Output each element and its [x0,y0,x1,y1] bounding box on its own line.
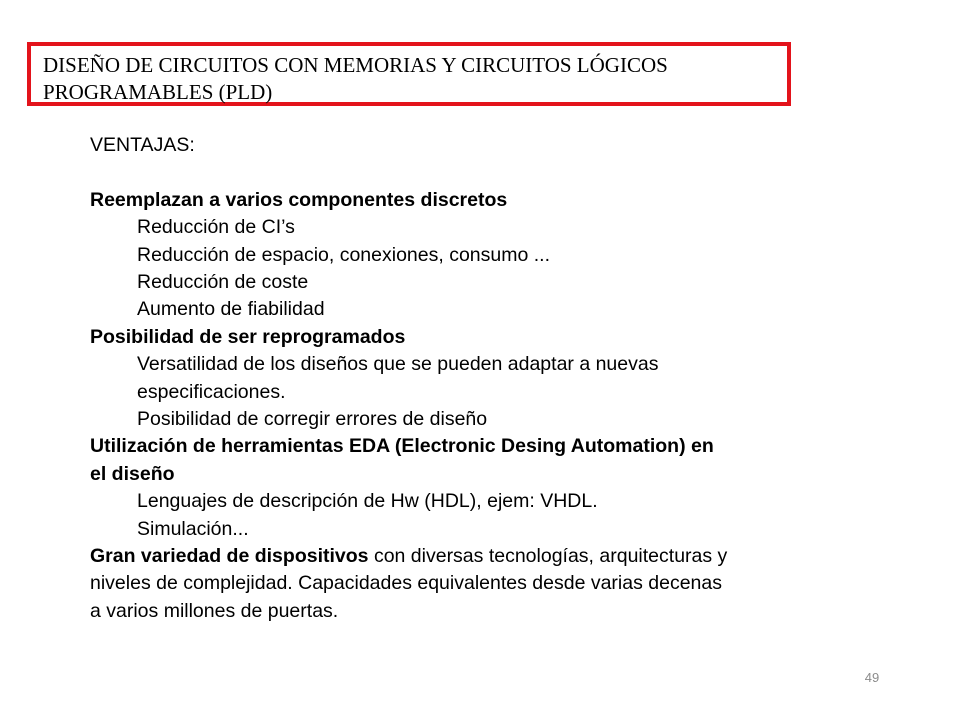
list-item: Simulación... [137,517,249,540]
paragraph-devices-line-1 [90,543,890,570]
paragraph-devices-line-2: niveles de complejidad. Capacidades equivalentes desde varias decenas [90,572,722,595]
list-item: Lenguajes de descripción de Hw (HDL), ejem: VHDL. [137,490,598,513]
list-item: especificaciones. [137,380,286,403]
paragraph-devices-line-3: a varios millones de puertas. [90,599,339,622]
list-item: Posibilidad de corregir errores de diseño [137,408,488,431]
section-heading-eda-line-1: Utilización de herramientas EDA (Electronic Desing Automation) en [90,435,714,458]
list-item: Reducción de coste [137,271,309,294]
spacer [90,159,890,186]
list-item: Versatilidad de los diseños que se pueden adaptar a nuevas [137,353,659,376]
section-heading-discrete: Reemplazan a varios componentes discretos [90,188,508,211]
slide-title-line-1: DISEÑO DE CIRCUITOS CON MEMORIAS Y CIRCUITOS LÓGICOS [43,53,668,77]
advantages-heading: VENTAJAS: [90,134,195,156]
slide-body [90,132,890,625]
list-item: Reducción de CI’s [137,216,295,239]
section-heading-eda-line-2: el diseño [90,462,175,485]
list-item: Aumento de fiabilidad [137,298,325,321]
paragraph-devices-lead: Gran variedad de dispositivos [90,545,369,568]
page-number: 49 [864,670,880,685]
paragraph-devices-line-1-rest: con diversas tecnologías, arquitecturas y [373,545,728,568]
slide-title-box [27,42,791,106]
list-item: Reducción de espacio, conexiones, consumo ... [137,243,550,266]
section-heading-reprogramming: Posibilidad de ser reprogramados [90,325,406,348]
slide-title-line-2: PROGRAMABLES (PLD) [43,80,273,104]
